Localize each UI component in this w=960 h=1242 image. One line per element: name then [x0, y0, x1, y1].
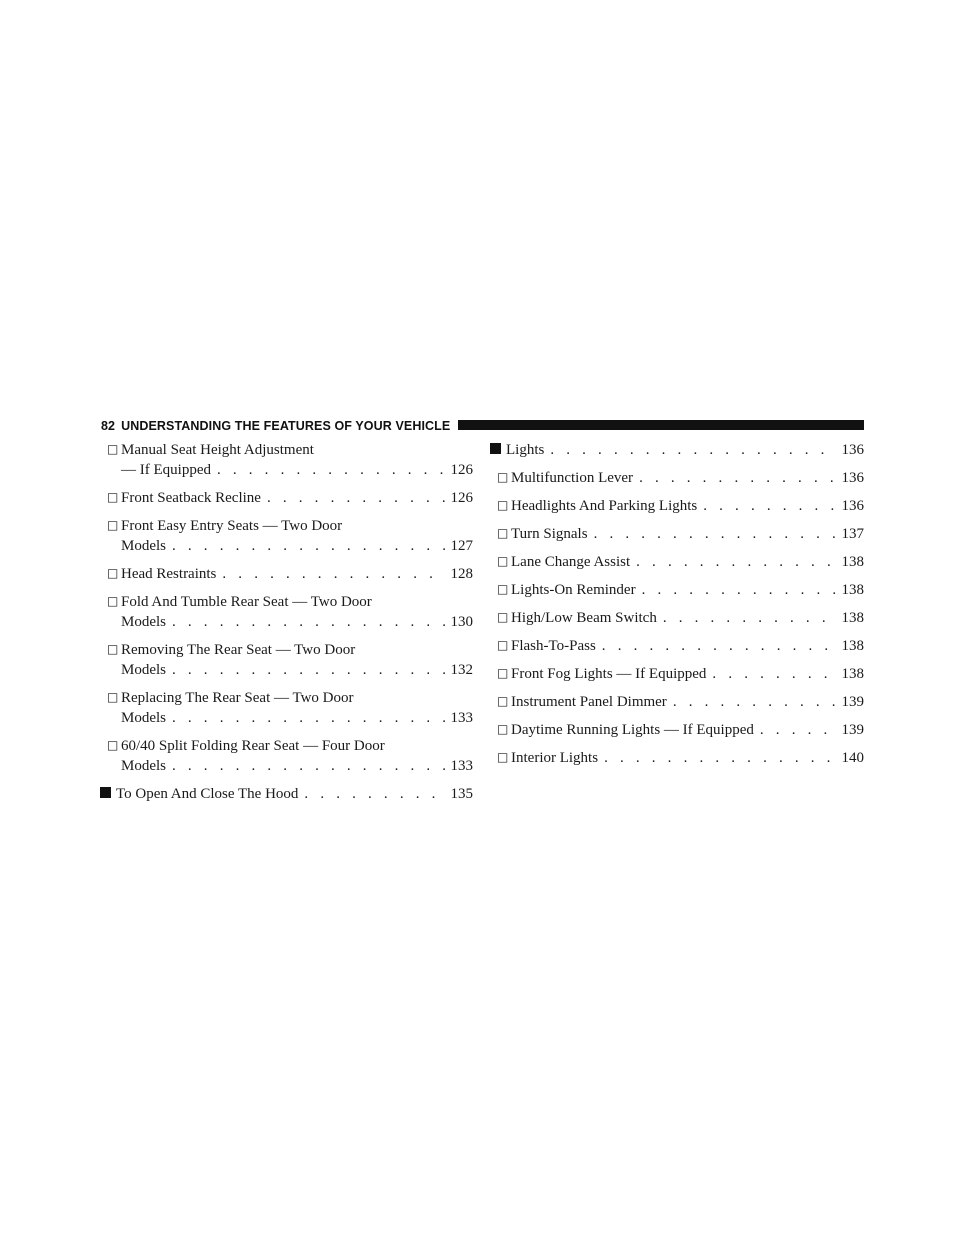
hollow-square-bullet-icon: □: [107, 442, 119, 456]
toc-entry[interactable]: [100, 564, 473, 584]
dot-leader: [602, 636, 836, 656]
toc-entry[interactable]: [490, 664, 864, 684]
toc-entry[interactable]: [490, 552, 864, 572]
toc-entry-title: Manual Seat Height Adjustment: [121, 442, 314, 458]
dot-leader: [636, 552, 836, 572]
toc-entry-page-number: 138: [841, 554, 864, 570]
toc-entry-page-number: 136: [841, 442, 864, 458]
toc-entry[interactable]: [490, 468, 864, 488]
dot-leader: [172, 536, 445, 556]
toc-entry-title: Daytime Running Lights — If Equipped: [511, 722, 754, 738]
toc-entry-line: [100, 612, 473, 632]
toc-entry[interactable]: [490, 440, 864, 460]
toc-entry[interactable]: [490, 748, 864, 768]
toc-entry-page-number: 126: [450, 462, 473, 478]
toc-entry-title: Models: [121, 710, 166, 726]
hollow-square-bullet-icon: □: [107, 594, 119, 608]
toc-entry-page-number: 137: [841, 526, 864, 542]
toc-entry-line: [490, 496, 864, 516]
toc-entry[interactable]: [100, 784, 473, 804]
toc-entry-line: [490, 664, 864, 684]
hollow-square-bullet-icon: □: [497, 582, 509, 596]
hollow-square-bullet-icon: □: [107, 690, 119, 704]
toc-entry-page-number: 133: [450, 710, 473, 726]
toc-entry-line: [100, 708, 473, 728]
dot-leader: [172, 660, 445, 680]
dot-leader: [304, 784, 445, 804]
toc-entry[interactable]: [100, 592, 473, 632]
toc-entry-line: [100, 536, 473, 556]
hollow-square-bullet-icon: □: [497, 498, 509, 512]
toc-entry-title: Lights: [506, 442, 545, 458]
toc-entry-page-number: 133: [450, 758, 473, 774]
dot-leader: [172, 756, 445, 776]
toc-entry-line: [490, 440, 864, 460]
dot-leader: [642, 580, 836, 600]
toc-entry-title: — If Equipped: [121, 462, 211, 478]
toc-entry-line: [100, 564, 473, 584]
toc-entry-line: [100, 488, 473, 508]
hollow-square-bullet-icon: □: [497, 470, 509, 484]
toc-entry-page-number: 138: [841, 638, 864, 654]
hollow-square-bullet-icon: □: [497, 554, 509, 568]
hollow-square-bullet-icon: □: [107, 566, 119, 580]
toc-entry-title: Removing The Rear Seat — Two Door: [121, 642, 356, 658]
dot-leader: [550, 440, 836, 460]
hollow-square-bullet-icon: □: [497, 722, 509, 736]
toc-entry-line: [100, 660, 473, 680]
filled-square-bullet-icon: [490, 443, 501, 454]
toc-entry-title: Headlights And Parking Lights: [511, 498, 698, 514]
toc-entry[interactable]: [100, 440, 473, 480]
toc-entry-title: High/Low Beam Switch: [511, 610, 657, 626]
hollow-square-bullet-icon: □: [107, 490, 119, 504]
toc-entry[interactable]: [490, 496, 864, 516]
toc-entry[interactable]: [100, 516, 473, 556]
toc-entry-page-number: 135: [450, 786, 473, 802]
header-section-title: UNDERSTANDING THE FEATURES OF YOUR VEHICLE: [121, 419, 451, 433]
toc-entry[interactable]: [490, 524, 864, 544]
hollow-square-bullet-icon: □: [497, 694, 509, 708]
toc-entry-title: Head Restraints: [121, 566, 217, 582]
header-text: [101, 418, 450, 434]
toc-entry-line: [100, 688, 473, 708]
dot-leader: [222, 564, 445, 584]
toc-entry-line: [490, 552, 864, 572]
filled-square-bullet-icon: [100, 787, 111, 798]
toc-entry-line: [490, 524, 864, 544]
toc-entry-line: [490, 748, 864, 768]
toc-entry-line: [490, 720, 864, 740]
dot-leader: [217, 460, 445, 480]
toc-entry-title: Multifunction Lever: [511, 470, 634, 486]
toc-entry-line: [490, 608, 864, 628]
dot-leader: [760, 720, 836, 740]
toc-entry-title: Models: [121, 614, 166, 630]
toc-entry[interactable]: [490, 608, 864, 628]
dot-leader: [172, 708, 445, 728]
toc-entry-line: [100, 736, 473, 756]
toc-entry-page-number: 138: [841, 582, 864, 598]
hollow-square-bullet-icon: □: [107, 642, 119, 656]
header-page-number: 82: [101, 419, 116, 433]
toc-entry-line: [100, 592, 473, 612]
toc-entry-title: To Open And Close The Hood: [116, 786, 299, 802]
toc-entry[interactable]: [100, 488, 473, 508]
toc-entry-title: Models: [121, 538, 166, 554]
toc-entry-page-number: 130: [450, 614, 473, 630]
toc-left-column: [100, 440, 473, 812]
hollow-square-bullet-icon: □: [497, 666, 509, 680]
toc-entry-page-number: 136: [841, 470, 864, 486]
toc-entry[interactable]: [490, 580, 864, 600]
toc-entry-title: Front Easy Entry Seats — Two Door: [121, 518, 343, 534]
toc-entry-title: Front Fog Lights — If Equipped: [511, 666, 707, 682]
toc-entry-title: Lights-On Reminder: [511, 582, 636, 598]
hollow-square-bullet-icon: □: [497, 750, 509, 764]
toc-entry[interactable]: [490, 636, 864, 656]
toc-entry-page-number: 128: [450, 566, 473, 582]
hollow-square-bullet-icon: □: [497, 638, 509, 652]
hollow-square-bullet-icon: □: [497, 610, 509, 624]
toc-entry-title: Replacing The Rear Seat — Two Door: [121, 690, 354, 706]
toc-entry[interactable]: [100, 736, 473, 776]
toc-entry-line: [490, 692, 864, 712]
toc-entry-page-number: 132: [450, 662, 473, 678]
toc-entry-page-number: 138: [841, 610, 864, 626]
toc-entry-page-number: 126: [450, 490, 473, 506]
toc-entry-title: Fold And Tumble Rear Seat — Two Door: [121, 594, 372, 610]
header-rule-bar: [458, 420, 864, 430]
dot-leader: [172, 612, 445, 632]
toc-entry-line: [490, 636, 864, 656]
toc-entry-page-number: 139: [841, 694, 864, 710]
toc-entry[interactable]: [100, 640, 473, 680]
toc-entry-title: Models: [121, 662, 166, 678]
toc-entry[interactable]: [490, 720, 864, 740]
toc-entry-line: [100, 516, 473, 536]
dot-leader: [712, 664, 836, 684]
dot-leader: [604, 748, 836, 768]
toc-entry-line: [100, 460, 473, 480]
toc-entry-line: [100, 440, 473, 460]
toc-entry[interactable]: [100, 688, 473, 728]
dot-leader: [703, 496, 836, 516]
dot-leader: [267, 488, 445, 508]
toc-entry-title: Models: [121, 758, 166, 774]
hollow-square-bullet-icon: □: [497, 526, 509, 540]
toc-entry-title: Flash-To-Pass: [511, 638, 596, 654]
toc-entry-title: Front Seatback Recline: [121, 490, 261, 506]
toc-entry-line: [490, 468, 864, 488]
toc-entry-page-number: 139: [841, 722, 864, 738]
dot-leader: [673, 692, 836, 712]
dot-leader: [639, 468, 836, 488]
toc-entry-title: 60/40 Split Folding Rear Seat — Four Door: [121, 738, 385, 754]
toc-entry-page-number: 138: [841, 666, 864, 682]
toc-entry-line: [100, 640, 473, 660]
toc-entry[interactable]: [490, 692, 864, 712]
dot-leader: [663, 608, 836, 628]
toc-entry-line: [100, 784, 473, 804]
toc-entry-line: [100, 756, 473, 776]
hollow-square-bullet-icon: □: [107, 738, 119, 752]
toc-entry-title: Lane Change Assist: [511, 554, 631, 570]
toc-entry-line: [490, 580, 864, 600]
dot-leader: [594, 524, 836, 544]
toc-entry-title: Turn Signals: [511, 526, 588, 542]
toc-entry-page-number: 140: [841, 750, 864, 766]
hollow-square-bullet-icon: □: [107, 518, 119, 532]
toc-right-column: [490, 440, 864, 776]
toc-entry-title: Interior Lights: [511, 750, 599, 766]
toc-entry-title: Instrument Panel Dimmer: [511, 694, 667, 710]
toc-entry-page-number: 127: [450, 538, 473, 554]
page-header: [101, 418, 864, 434]
toc-entry-page-number: 136: [841, 498, 864, 514]
